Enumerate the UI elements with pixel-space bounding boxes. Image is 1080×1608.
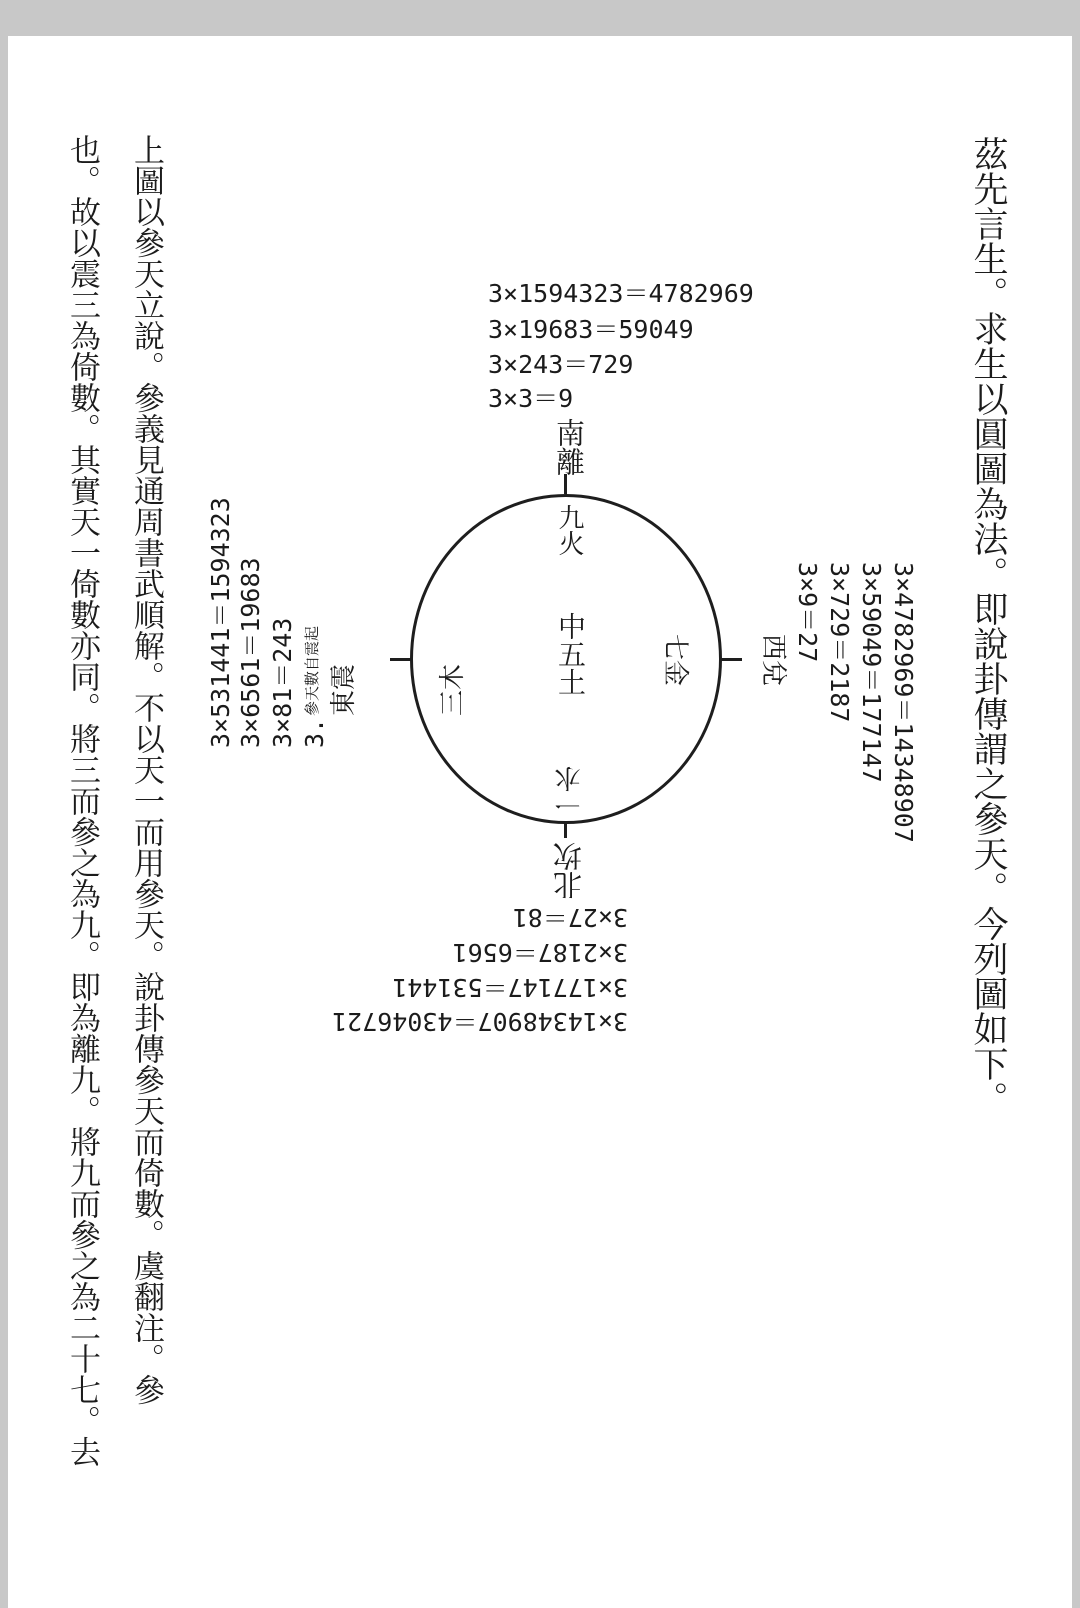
south-equation-1: 3×1594323＝4782969 [488, 279, 754, 308]
east-note: 參天數自震起 [303, 625, 321, 716]
west-equation-2: 3×59049＝177147 [857, 562, 886, 783]
text-column-continuation: 也。故以震三為倚數。其實天一倚數亦同。將三而參之為九。即為離九。將九而參之為二十七。去 [64, 134, 100, 1467]
east-tick [390, 658, 412, 661]
west-tick [720, 658, 742, 661]
south-equation-3: 3×243＝729 [488, 350, 634, 379]
south-tick [564, 474, 567, 494]
center-label: 中五土 [554, 612, 587, 696]
south-direction-label: 南離 [552, 418, 586, 476]
west-direction-label: 西兌 [758, 634, 788, 687]
east-equation-2: 3×6561＝19683 [236, 557, 265, 748]
west-equation-1: 3×4782969＝14348907 [889, 562, 918, 843]
east-inner-label: 三木 [438, 663, 468, 716]
north-direction-label: 北坎 [552, 842, 586, 900]
text-column-explanation: 上圖以參天立說。參義見通周書武順解。不以天一而用參天。說卦傳參天而倚數。虞翻注。參 [128, 134, 164, 1405]
east-equation-3: 3×81＝243 [268, 617, 297, 748]
east-equation-1: 3×531441＝1594323 [206, 497, 235, 748]
document-page [8, 36, 1072, 1608]
east-equation-4: 3. [300, 717, 329, 748]
south-inner-label: 九火 [554, 504, 584, 556]
north-equation-2: 3×2187＝6561 [452, 938, 628, 967]
east-direction-label: 東震 [329, 663, 359, 716]
north-inner-label: 一水 [555, 766, 585, 818]
north-tick [564, 822, 567, 838]
west-equation-3: 3×729＝2187 [825, 562, 854, 723]
south-equation-4: 3×3＝9 [488, 384, 574, 413]
west-inner-label: 七金 [660, 634, 690, 687]
south-equation-2: 3×19683＝59049 [488, 315, 694, 344]
text-column-intro: 茲先言生。求生以圓圖為法。即說卦傳謂之參天。今列圖如下。 [968, 136, 1008, 1116]
west-equation-4: 3×9＝27 [793, 562, 822, 663]
north-equation-1: 3×27＝81 [512, 903, 628, 932]
north-equation-3: 3×177147＝531441 [392, 973, 628, 1002]
north-equation-4: 3×14348907＝43046721 [332, 1007, 628, 1036]
